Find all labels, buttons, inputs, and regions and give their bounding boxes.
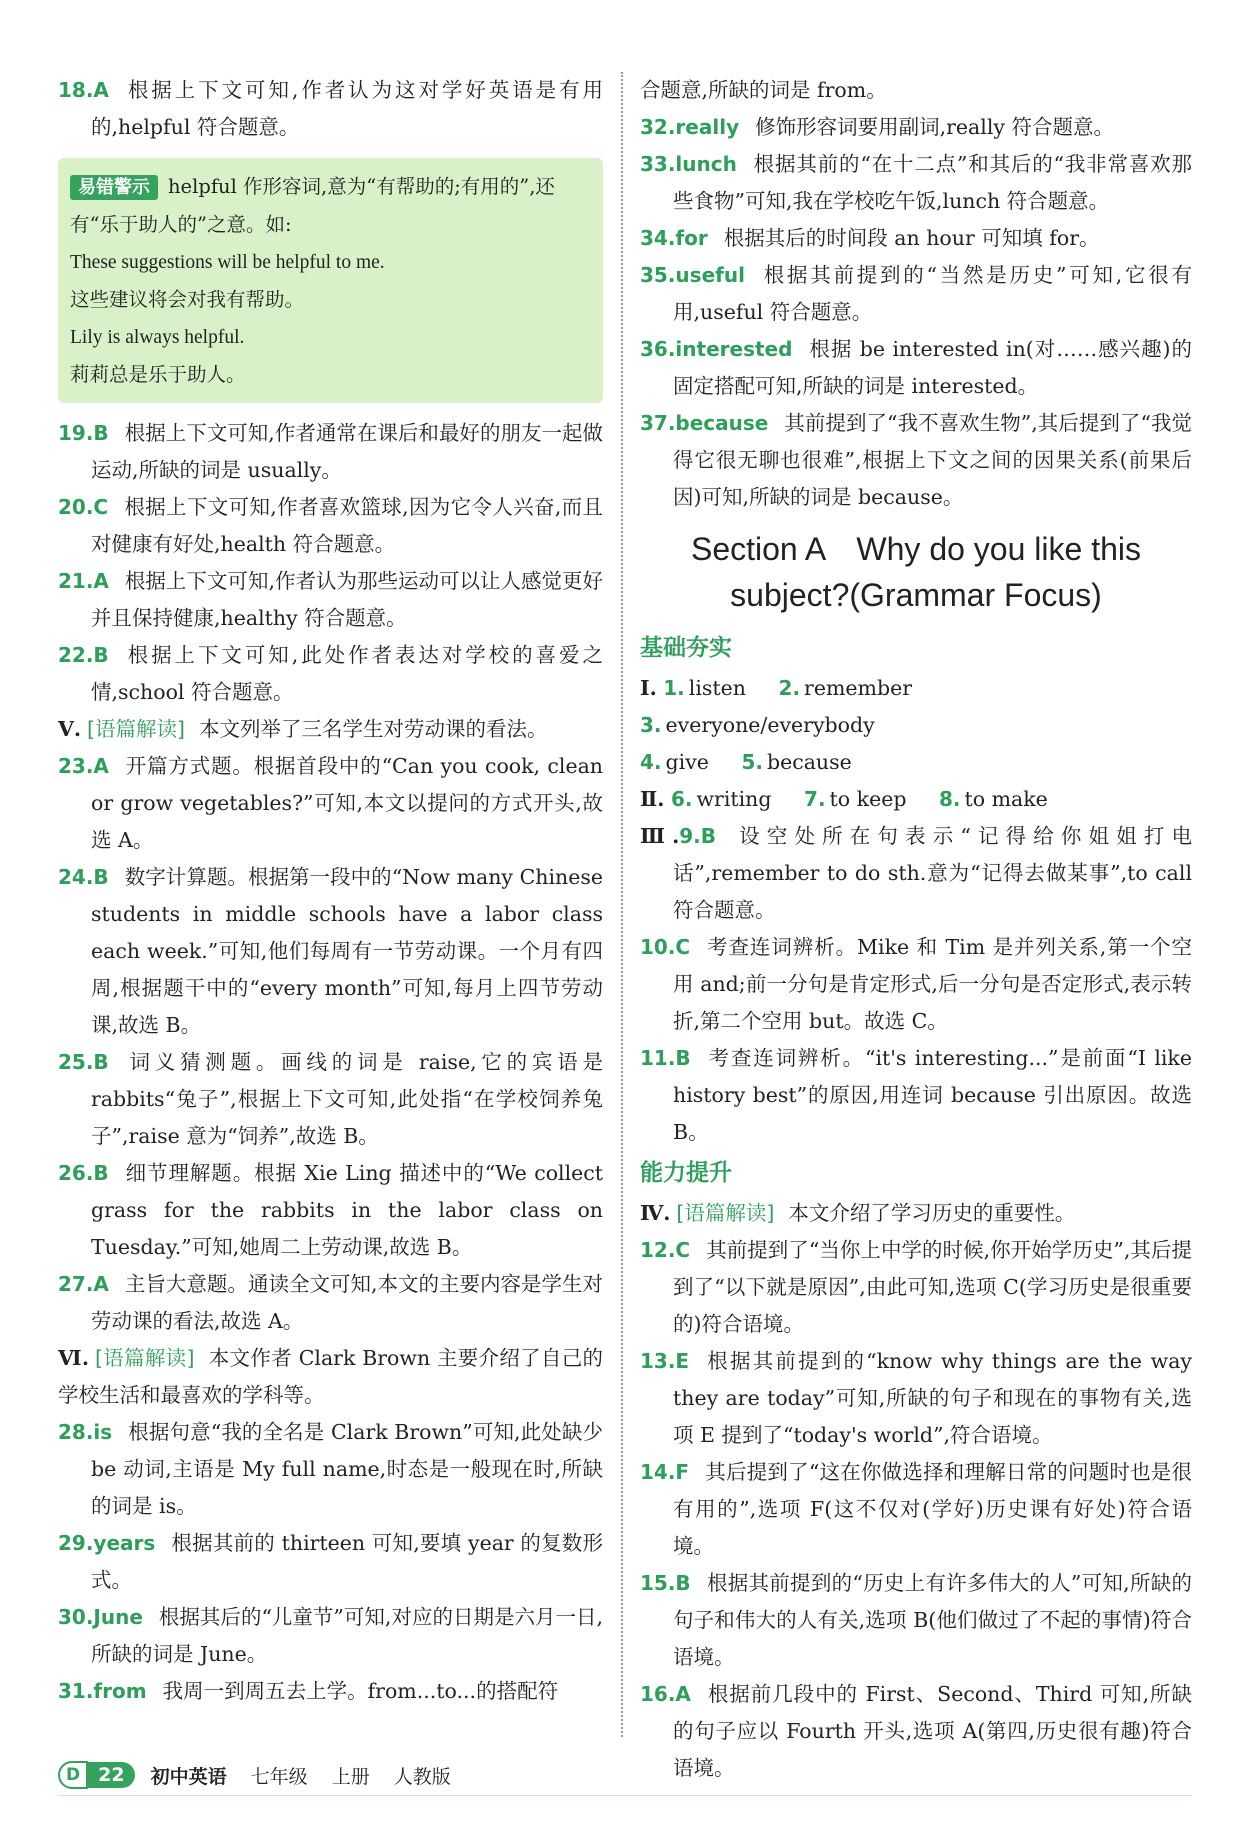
answer-item: 15.B 根据其前提到的“历史上有许多伟大的人”可知,所缺的句子和伟大的人有关,选项 B(他们做过了不起的事情)符合语境。 [640,1571,1192,1669]
warning-label: 易错警示 [70,175,158,200]
page-footer [58,1758,469,1792]
badge-letter: D [58,1761,88,1789]
answer-item: 18.A 根据上下文可知,作者认为这对学好英语是有用的,helpful 符合题意。 [58,78,603,139]
section-title: Section A Why do you like this subject?(Grammar Focus) [690,531,1141,613]
left-column [58,72,603,1710]
answer-item: 29.years 根据其前的 thirteen 可知,要填 year 的复数形式。 [58,1531,603,1592]
answer-item: 14.F 其后提到了“这在你做选择和理解日常的问题时也是很有用的”,选项 F(这不仅对(学好)历史课有好处)符合语境。 [640,1460,1192,1558]
answer-item: 26.B 细节理解题。根据 Xie Ling 描述中的“We collect grass for the rabbits in the labor class on Tuesday.”可知,她周二上劳动课,故选 B。 [58,1161,603,1259]
answer-item: 32.really 修饰形容词要用副词,really 符合题意。 [640,115,1114,139]
answer-item: 12.C 其前提到了“当你上中学的时候,你开始学历史”,其后提到了“以下就是原因”,由此可知,选项 C(学习历史是很重要的)符合语境。 [640,1238,1192,1336]
page-number: 22 [88,1762,134,1788]
answer-item: 30.June 根据其后的“儿童节”可知,对应的日期是六月一日,所缺的词是 June。 [58,1605,603,1666]
passage-analysis: Ⅳ. [语篇解读] 本文介绍了学习历史的重要性。 [640,1201,1076,1225]
passage-analysis: Ⅵ. [语篇解读] 本文作者 Clark Brown 主要介绍了自己的学校生活和最喜欢的学科等。 [58,1346,603,1407]
answer-item: 27.A 主旨大意题。通读全文可知,本文的主要内容是学生对劳动课的看法,故选 A。 [58,1272,603,1333]
answer-item: 33.lunch 根据其前的“在十二点”和其后的“我非常喜欢那些食物”可知,我在学校吃午饭,lunch 符合题意。 [640,152,1192,213]
right-column [640,72,1192,1787]
answer-row: Ⅰ. 1. listen 2. remember 3. everyone/everybody [640,676,913,737]
ability-heading: 能力提升 [640,1160,732,1186]
page-badge [58,1761,135,1789]
answer-item: 20.C 根据上下文可知,作者喜欢篮球,因为它令人兴奋,而且对健康有好处,health 符合题意。 [58,495,603,556]
answer-item: 23.A 开篇方式题。根据首段中的“Can you cook, clean or grow vegetables?”可知,本文以提问的方式开头,故选 A。 [58,754,603,852]
answer-item: 24.B 数字计算题。根据第一段中的“Now many Chinese students in middle schools have a labor class each week.”可知,他们每周有一节劳动课。一个月有四周,根据题干中的“every month”可知,每月上四节劳动课,故选 B。 [58,865,603,1037]
answer-item: 22.B 根据上下文可知,此处作者表达对学校的喜爱之情,school 符合题意。 [58,643,603,704]
error-warning-box: 易错警示 helpful 作形容词,意为“有帮助的;有用的”,还有“乐于助人的”之意。如: These suggestions will be helpful to me. 这些建议将会对我有帮助。 Lily is always helpful. 莉莉总是乐于助人。 [58,158,603,403]
column-divider [621,72,623,1737]
answer-item: 19.B 根据上下文可知,作者通常在课后和最好的朋友一起做运动,所缺的词是 usually。 [58,421,603,482]
answer-row: Ⅱ. 6. writing 7. to keep 8. to make [640,787,1048,811]
answer-item: 37.because 其前提到了“我不喜欢生物”,其后提到了“我觉得它很无聊也很难”,根据上下文之间的因果关系(前果后因)可知,所缺的词是 because。 [640,411,1192,509]
answer-item: 35.useful 根据其前提到的“当然是历史”可知,它很有用,useful 符合题意。 [640,263,1192,324]
book-info: 初中英语 七年级 上册 人教版 [150,1765,451,1788]
answer-item: 21.A 根据上下文可知,作者认为那些运动可以让人感觉更好并且保持健康,healthy 符合题意。 [58,569,603,630]
answer-item: 34.for 根据其后的时间段 an hour 可知填 for。 [640,226,1100,250]
answer-item: 11.B 考查连词辨析。“it's interesting...”是前面“I like history best”的原因,用连词 because 引出原因。故选 B。 [640,1046,1192,1144]
answer-item: 25.B 词义猜测题。画线的词是 raise,它的宾语是 rabbits“兔子”,根据上下文可知,此处指“在学校饲养兔子”,raise 意为“饲养”,故选 B。 [58,1050,603,1148]
answer-item-continued: 合题意,所缺的词是 from。 [640,78,887,102]
answer-row: 4. give 5. because [640,750,852,774]
footer-rule [58,1795,1192,1796]
answer-item: Ⅲ.9.B 设空处所在句表示“记得给你姐姐打电话”,remember to do sth.意为“记得去做某事”,to call 符合题意。 [640,824,1192,922]
answer-item: 28.is 根据句意“我的全名是 Clark Brown”可知,此处缺少 be 动词,主语是 My full name,时态是一般现在时,所缺的词是 is。 [58,1420,603,1518]
answer-item: 10.C 考查连词辨析。Mike 和 Tim 是并列关系,第一个空用 and;前一分句是肯定形式,后一分句是否定形式,表示转折,第二个空用 but。故选 C。 [640,935,1192,1033]
answer-item: 36.interested 根据 be interested in(对……感兴趣)的固定搭配可知,所缺的词是 interested。 [640,337,1192,398]
basic-heading: 基础夯实 [640,635,732,661]
answer-item: 31.from 我周一到周五去上学。from...to...的搭配符 [58,1679,559,1703]
answer-item: 13.E 根据其前提到的“know why things are the way they are today”可知,所缺的句子和现在的事物有关,选项 E 提到了“today's world”,符合语境。 [640,1349,1192,1447]
passage-analysis: Ⅴ. [语篇解读] 本文列举了三名学生对劳动课的看法。 [58,717,548,741]
answer-item: 16.A 根据前几段中的 First、Second、Third 可知,所缺的句子应以 Fourth 开头,选项 A(第四,历史很有趣)符合语境。 [640,1682,1192,1780]
